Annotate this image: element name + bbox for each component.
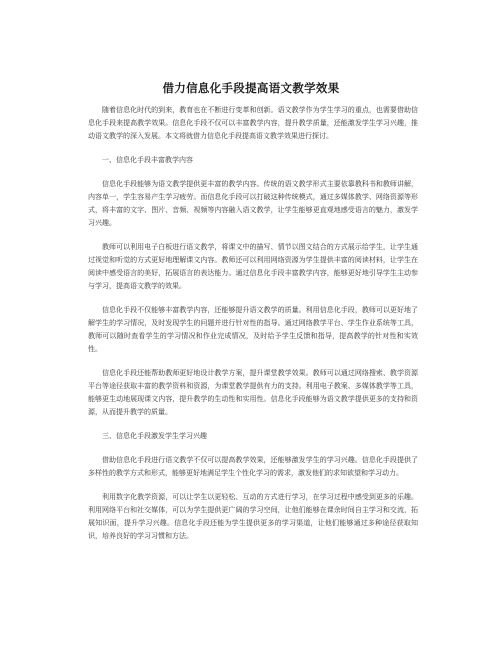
paragraph: 借助信息化手段进行语文教学不仅可以提高教学效果，还能够激发学生的学习兴趣。信息化手段提供了多样性的教学方式和形式，能够更好地满足学生个性化学习的需求，激发他们的求知欲望和学习动力。 (88, 456, 418, 477)
document-body (88, 104, 418, 554)
paragraph: 教师可以利用电子白板进行语文教学，将课文中的描写、情节以图文结合的方式展示给学生，让学生通过视觉和听觉的方式更好地理解课文内容。教师还可以利用网络资源为学生提供丰富的阅读材料，让学生在阅读中感受语言的美好，拓展语言的表达能力。通过信息化手段丰富教学内容，能够更好地引导学生主动参与学习，提高语文教学的效果。 (88, 243, 418, 290)
section-heading-3: 三、信息化手段激发学生学习兴趣 (102, 432, 207, 440)
paragraph: 信息化手段不仅能够丰富教学内容，还能够提升语文教学的质量。利用信息化手段，教师可以更好地了解学生的学习情况，及时发现学生的问题并进行针对性的指导。通过网络教学平台、学生作业系统等工具，教师可以随时查看学生的学习情况和作业完成情况，及时给予学生反馈和指导，提高教学的针对性和实效性。 (88, 306, 418, 353)
document-title: 借力信息化手段提高语文教学效果 (162, 81, 340, 95)
paragraph-intro: 随着信息化时代的到来，教育也在不断进行变革和创新。语文教学作为学生学习的重点，也需要借助信息化手段来提高教学效果。信息化手段不仅可以丰富教学内容，提升教学质量，还能激发学生学习兴趣，推动语文教学的深入发展。本文将就借力信息化手段提高语文教学效果进行探讨。 (88, 106, 418, 140)
paragraph: 信息化手段还能帮助教师更好地设计教学方案，提升课堂教学效果。教师可以通过网络搜索、教学资源平台等途径获取丰富的教学资料和资源，为课堂教学提供有力的支持。利用电子教案、多媒体教学等工具，能够更生动地展现课文内容，提升教学的生动性和实用性。信息化手段能够为语文教学提供更多的支持和资源，从而提升教学的质量。 (88, 369, 418, 416)
section-heading-1: 一、信息化手段丰富教学内容 (102, 156, 193, 164)
paragraph: 利用数字化教学资源，可以让学生以更轻松、互动的方式进行学习，在学习过程中感受到更多的乐趣。利用网络平台和社交媒体，可以为学生提供更广阔的学习空间，让他们能够在课余时间自主学习和交流，拓展知识面，提升学习兴趣。信息化手段还能为学生提供更多的学习渠道，让他们能够通过多种途径获取知识，培养良好的学习习惯和方法。 (88, 493, 418, 540)
paragraph: 信息化手段能够为语文教学提供更丰富的教学内容。传统的语文教学形式主要依靠教科书和教师讲解，内容单一，学生容易产生学习疲劳。而信息化手段可以打破这种传统模式，通过多媒体教学、网络资源等形式，将丰富的文字、图片、音频、视频等内容融入语文教学，让学生能够更直观地感受语言的魅力，激发学习兴趣。 (88, 180, 418, 227)
